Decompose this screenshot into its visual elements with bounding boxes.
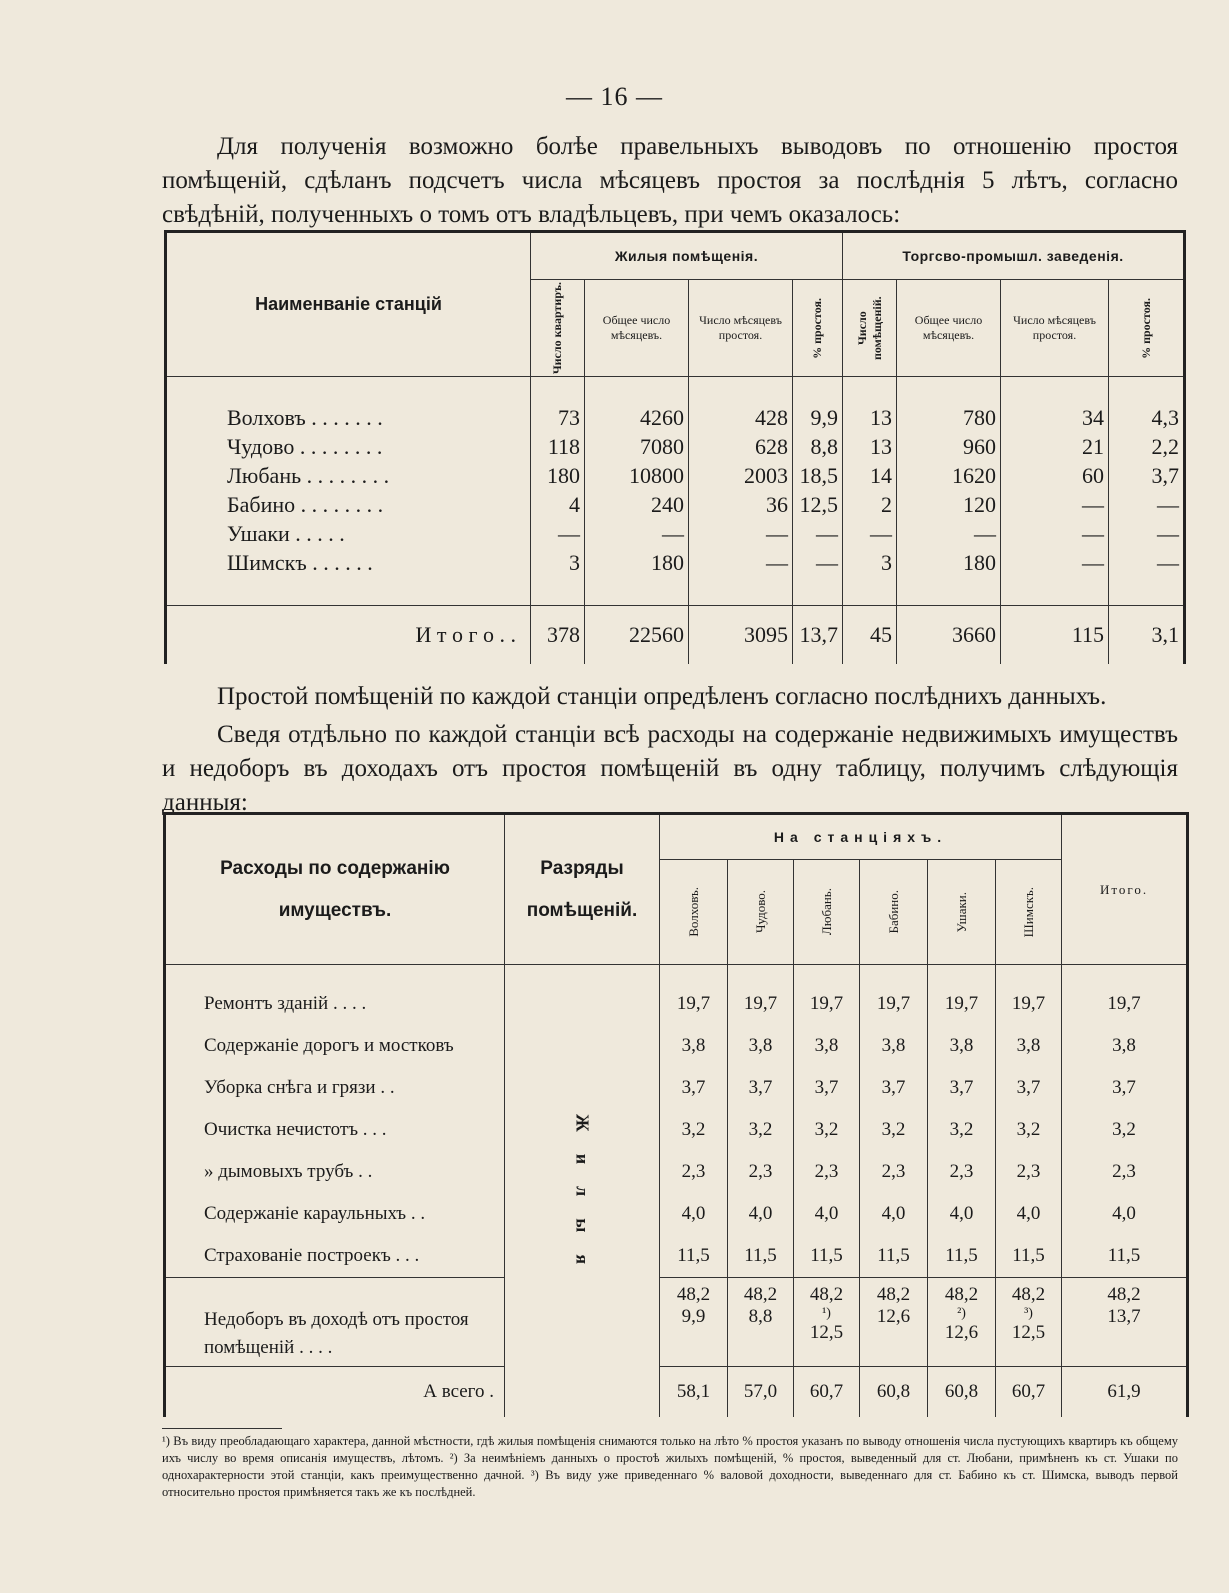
table-row: Ушаки . . . . . — — — — — — — — [166,519,1185,548]
expenses-header: Расходы по содержанію имуществъ. [165,814,505,965]
table-row: » дымовыхъ трубъ . . 2,3 2,3 2,3 2,3 2,3 2,3 2,3 [165,1151,1188,1193]
living-col-4: % простоя. [810,297,824,359]
table-row: Бабино . . . . . . . . 4 240 36 12,5 2 120 — — [166,490,1185,519]
page-number: — 16 — [566,82,663,111]
trade-col-3: Число мѣсяцевъ простоя. [1001,280,1109,377]
shortfall-row: Недоборъ въ доходѣ отъ простоя помѣщеній . . . . 48,2 9,9 48,2 8,8 48,2 ¹) 12,5 48,2 12,6 48,2 ²) 12,6 48,2 ³) 12,5 48,2 13,7 [165,1278,1188,1367]
table-row: Ремонтъ зданій . . . . Жилыя 19,7 19,7 19,7 19,7 19,7 19,7 19,7 [165,965,1188,1026]
station-chudovo-header: Чудово. [752,890,768,934]
table-row: Уборка снѣга и грязи . . 3,7 3,7 3,7 3,7 3,7 3,7 3,7 [165,1067,1188,1109]
living-group-header: Жилыя помѣщенія. [531,232,843,280]
station-name-header: Наименваніе станцій [166,232,531,377]
total-row: И т о г о . . 378 22560 3095 13,7 45 3660 115 3,1 [166,606,1185,665]
category-header: Разряды помѣщеній. [505,814,660,965]
trade-col-4: % простоя. [1138,297,1153,359]
trade-col-1: Число помѣщеній. [854,296,884,360]
station-luban-header: Любань. [818,888,834,936]
intro-paragraph: Для полученія возможно болѣе правельныхъ выводовъ по отношенію простоя помѣщеній, сдѣланъ подсчетъ числа мѣсяцевъ простоя за послѣднія 5 лѣтъ, согласно свѣдѣній, полученныхъ о томъ отъ владѣльцевъ, при чемъ оказалось: [162,133,1178,228]
station-babino-header: Бабино. [885,890,901,934]
station-ushaki-header: Ушаки. [953,891,969,933]
living-col-3: Число мѣсяцевъ простоя. [689,280,793,377]
table-row: Содержаніе дорогъ и мостковъ 3,8 3,8 3,8 3,8 3,8 3,8 3,8 [165,1025,1188,1067]
footnotes: ¹) Въ виду преобладающаго характера, данной мѣстности, гдѣ жилыя помѣщенія снимаются только на лѣто % простоя указанъ по выводу отношенія числа пустующихъ квартиръ къ общему ихъ числу во время описанія имуществъ, лѣтомъ. ²) За неимѣніемъ данныхъ о простоѣ жилыхъ помѣщеній, % простоя, выведенный для ст. Любани, примѣненъ къ ст. Ушаки по однохарактерности этой станціи, какъ преимущественно дачной. ³) Въ виду уже приведеннаго % валовой доходности, выведеннаго для ст. Бабино къ ст. Шимска, выводъ первой относительно простоя примѣняется такъ же къ послѣдней. [162,1434,1178,1499]
table-row: Волховъ . . . . . . . 73 4260 428 9,9 13 780 34 4,3 [166,377,1185,433]
living-col-1: Число квартиръ. [550,281,564,375]
footnote-rule [162,1428,282,1429]
station-volkhov-header: Волховъ. [685,887,701,937]
trade-col-2: Общее число мѣсяцевъ. [897,280,1001,377]
table-row: Очистка нечистотъ . . . 3,2 3,2 3,2 3,2 3,2 3,2 3,2 [165,1109,1188,1151]
station-shimsk-header: Шимскъ. [1020,886,1036,938]
total-header: Итого. [1062,814,1188,965]
category-label: Жилыя [505,965,660,1418]
table-row: Страхованіе построекъ . . . 11,5 11,5 11,5 11,5 11,5 11,5 11,5 [165,1235,1188,1278]
table-row: Чудово . . . . . . . . 118 7080 628 8,8 13 960 21 2,2 [166,432,1185,461]
living-col-2: Общее число мѣсяцевъ. [585,280,689,377]
table-row: Любань . . . . . . . . 180 10800 2003 18,5 14 1620 60 3,7 [166,461,1185,490]
paragraph-summary: Сведя отдѣльно по каждой станціи всѣ расходы на содержаніе недвижимыхъ имуществъ и недоборъ въ доходахъ отъ простоя помѣщеній въ одну таблицу, получимъ слѣдующія данныя: [162,721,1178,816]
idle-months-table [164,230,1186,664]
paragraph-idle: Простой помѣщеній по каждой станціи опредѣленъ согласно послѣднихъ данныхъ. [217,683,1107,710]
trade-group-header: Торгсво-промышл. заведенія. [843,232,1185,280]
grand-total-row: А всего . 58,1 57,0 60,7 60,8 60,8 60,7 61,9 [165,1367,1188,1418]
table-row: Содержаніе караульныхъ . . 4,0 4,0 4,0 4,0 4,0 4,0 4,0 [165,1193,1188,1235]
table-row: Шимскъ . . . . . . 3 180 — — 3 180 — — [166,548,1185,577]
expenses-table [163,812,1189,1417]
stations-group-header: На станціяхъ. [660,814,1062,860]
